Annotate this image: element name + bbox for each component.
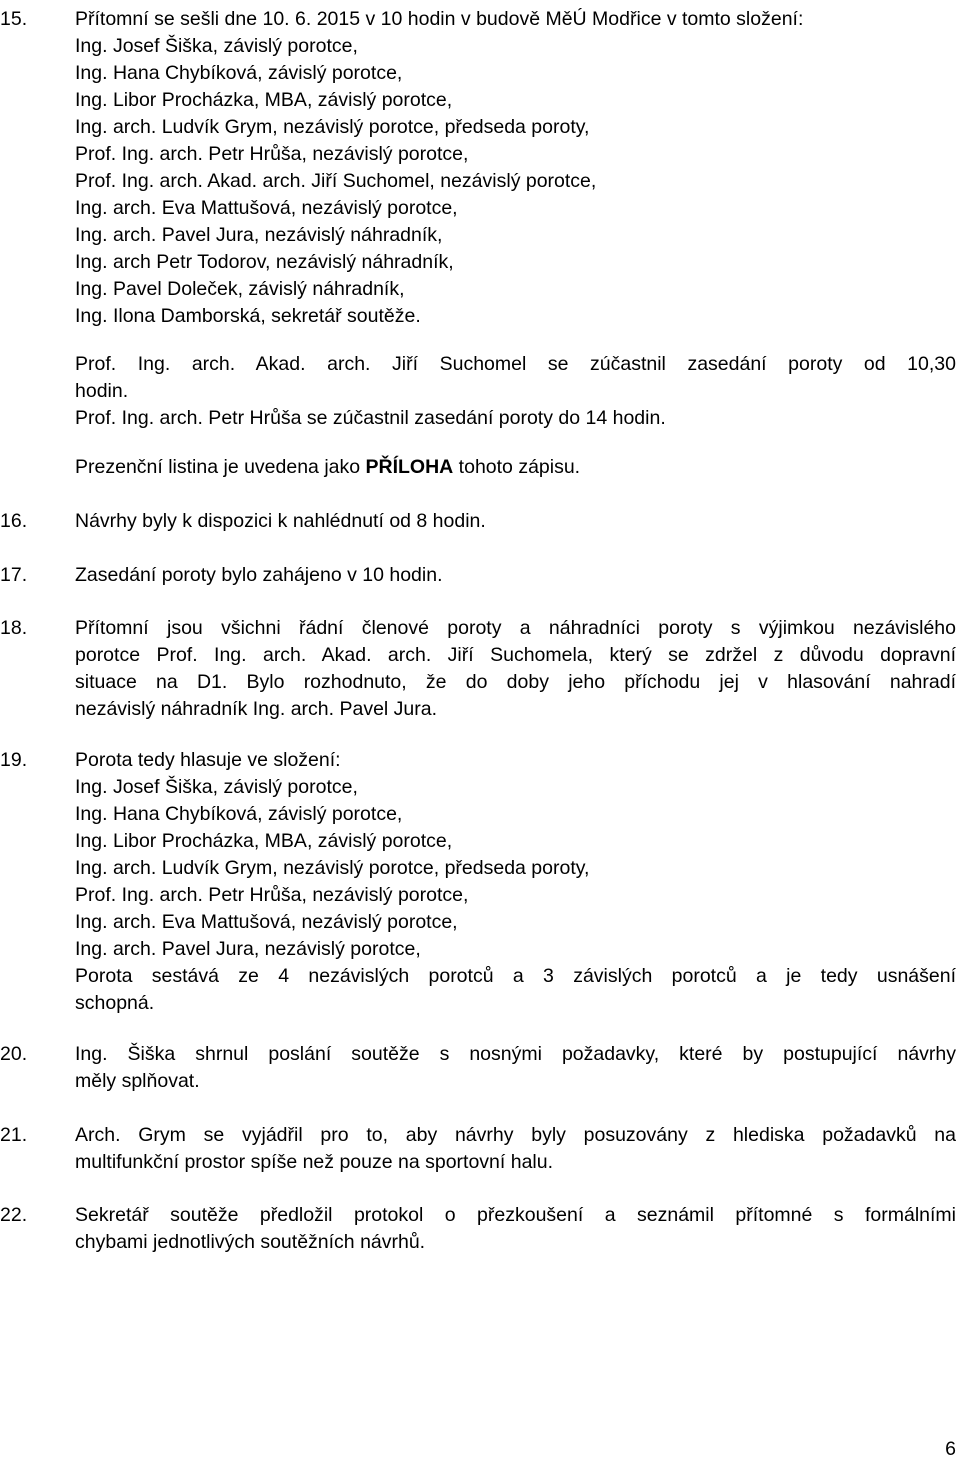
member-line: Ing. Libor Procházka, MBA, závislý porotce,: [75, 830, 453, 852]
member-line: Ing. arch. Pavel Jura, nezávislý porotce,: [75, 938, 421, 960]
member-line: Ing. arch. Eva Mattušová, nezávislý porotce,: [75, 197, 458, 219]
attendance-text: Prezenční listina je uvedena jako: [75, 456, 366, 478]
attendance-note: [75, 454, 580, 481]
item-line: multifunkční prostor spíše než pouze na sportovní halu.: [75, 1151, 554, 1173]
item-number: 16.: [0, 510, 28, 532]
attachment-label: PŘÍLOHA: [365, 456, 454, 478]
member-line: Ing. Libor Procházka, MBA, závislý porotce,: [75, 89, 453, 111]
conclusion-line-cont: schopná.: [75, 992, 155, 1014]
member-line: Ing. arch Petr Todorov, nezávislý náhradník,: [75, 251, 454, 273]
item-number: 22.: [0, 1204, 28, 1226]
departure-note: Prof. Ing. arch. Petr Hrůša se zúčastnil zasedání poroty do 14 hodin.: [75, 407, 666, 429]
arrival-note: Prof. Ing. arch. Akad. arch. Jiří Suchomel se zúčastnil zasedání poroty od 10,30: [75, 353, 956, 375]
item-line: Sekretář soutěže předložil protokol o přezkoušení a seznámil přítomné s formálními: [75, 1204, 956, 1226]
member-line: Ing. Josef Šiška, závislý porotce,: [75, 35, 358, 57]
item-line: nezávislý náhradník Ing. arch. Pavel Jura.: [75, 698, 438, 720]
member-line: Ing. arch. Pavel Jura, nezávislý náhradník,: [75, 224, 443, 246]
item-text: Návrhy byly k dispozici k nahlédnutí od 8 hodin.: [75, 510, 486, 532]
page-number: 6: [945, 1438, 956, 1460]
item-number: 18.: [0, 617, 28, 639]
item-line: Ing. Šiška shrnul poslání soutěže s nosnými požadavky, které by postupující návrhy: [75, 1043, 956, 1065]
item-line: Porota tedy hlasuje ve složení:: [75, 749, 341, 771]
member-line: Ing. arch. Eva Mattušová, nezávislý porotce,: [75, 911, 458, 933]
member-line: Prof. Ing. arch. Petr Hrůša, nezávislý porotce,: [75, 884, 469, 906]
item-line: porotce Prof. Ing. arch. Akad. arch. Jiří Suchomela, který se zdržel z důvodu dopravní: [75, 644, 956, 666]
item-number: 17.: [0, 564, 28, 586]
member-line: Ing. Josef Šiška, závislý porotce,: [75, 776, 358, 798]
member-line: Prof. Ing. arch. Petr Hrůša, nezávislý porotce,: [75, 143, 469, 165]
member-line: Ing. arch. Ludvík Grym, nezávislý porotce, předseda poroty,: [75, 116, 590, 138]
item-number: 19.: [0, 749, 28, 771]
conclusion-line: Porota sestává ze 4 nezávislých porotců a 3 závislých porotců a je tedy usnášení: [75, 965, 956, 987]
item-line: Arch. Grym se vyjádřil pro to, aby návrhy byly posuzovány z hlediska požadavků na: [75, 1124, 956, 1146]
item-line: Přítomní se sešli dne 10. 6. 2015 v 10 hodin v budově MěÚ Modřice v tomto složení:: [75, 8, 804, 30]
item-number: 21.: [0, 1124, 28, 1146]
member-line: Prof. Ing. arch. Akad. arch. Jiří Suchomel, nezávislý porotce,: [75, 170, 597, 192]
item-text: Zasedání poroty bylo zahájeno v 10 hodin.: [75, 564, 443, 586]
item-line: Přítomní jsou všichni řádní členové poroty a náhradníci poroty s výjimkou nezávislého: [75, 617, 956, 639]
member-line: Ing. Hana Chybíková, závislý porotce,: [75, 62, 403, 84]
arrival-note-cont: hodin.: [75, 380, 129, 402]
member-line: Ing. arch. Ludvík Grym, nezávislý porotce, předseda poroty,: [75, 857, 590, 879]
member-line: Ing. Ilona Damborská, sekretář soutěže.: [75, 305, 421, 327]
item-line: situace na D1. Bylo rozhodnuto, že do doby jeho příchodu jej v hlasování nahradí: [75, 671, 956, 693]
item-line: chybami jednotlivých soutěžních návrhů.: [75, 1231, 426, 1253]
item-number: 20.: [0, 1043, 28, 1065]
item-number: 15.: [0, 8, 28, 30]
member-line: Ing. Hana Chybíková, závislý porotce,: [75, 803, 403, 825]
member-line: Ing. Pavel Doleček, závislý náhradník,: [75, 278, 405, 300]
attendance-text-end: tohoto zápisu.: [453, 456, 581, 478]
item-line: měly splňovat.: [75, 1070, 200, 1092]
